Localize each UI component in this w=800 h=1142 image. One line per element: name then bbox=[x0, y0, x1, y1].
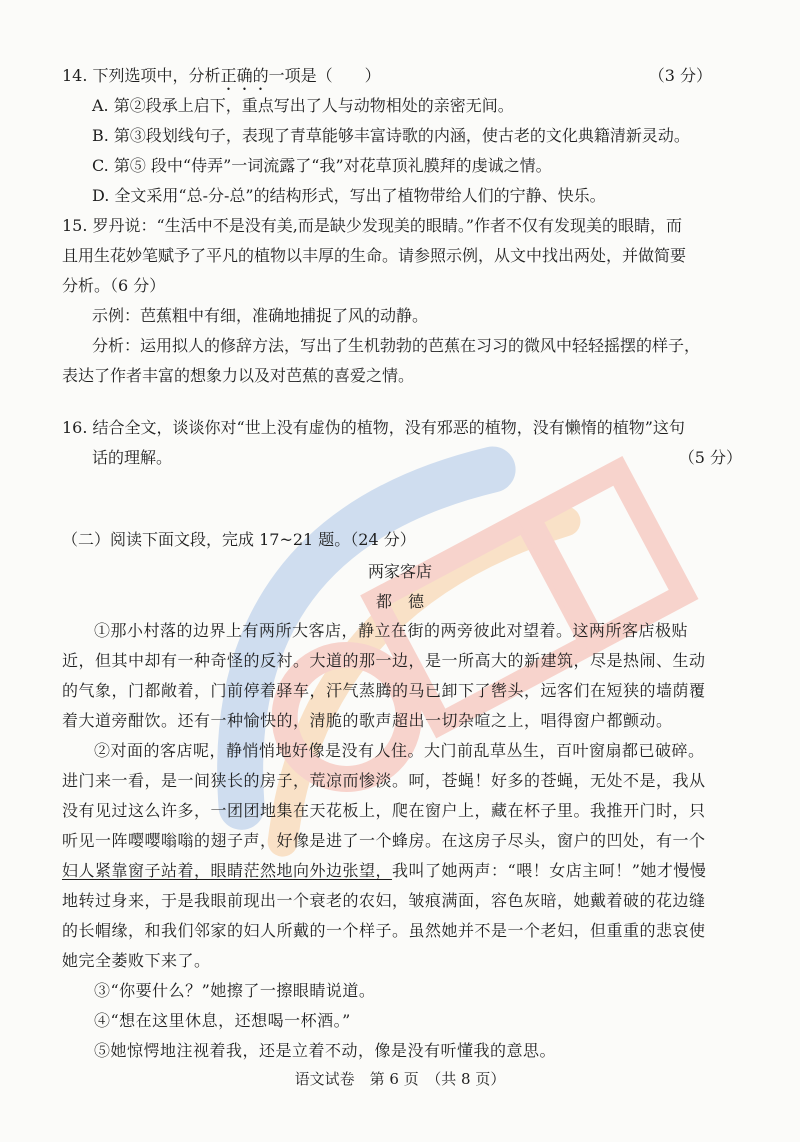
q16-number: 16. bbox=[62, 418, 88, 437]
q14-stem-c: 一项是（ ） bbox=[268, 66, 381, 85]
q14-option-d: D. 全文采用“总-分-总”的结构形式，写出了植物带给人们的宁静、快乐。 bbox=[92, 186, 606, 205]
q15-line-3: 分析。（6 分） bbox=[62, 276, 166, 295]
article-para-2 bbox=[62, 736, 712, 976]
q15-line-2: 且用生花妙笔赋予了平凡的植物以丰厚的生命。请参照示例，从文中找出两处，并做简要 bbox=[62, 246, 687, 265]
q16-line-1 bbox=[62, 418, 712, 438]
article-author: 都 德 bbox=[375, 592, 424, 611]
article-para-5: ⑤她惊愕地注视着我，还是立着不动，像是没有听懂我的意思。 bbox=[94, 1041, 557, 1060]
para2-part-a: ②对面的客店呢，静悄悄地好像是没有人住。大门前乱草丛生，百叶窗扇都已破碎。进门来一看，是一间狭长的房子，荒凉而惨淡。呵，苍蝇！好多的苍蝇，无处不是，我从没有见过这么许多，一团团地集在天花板上，爬在窗户上，藏在杯子里。我推开门时，只听见一阵嘤嘤嗡嗡的翅子声，好像是进了一个蜂房。在这房子尽头，窗户的凹处，有一个 bbox=[62, 741, 706, 850]
q15-line-1 bbox=[62, 216, 712, 236]
q16-line-2 bbox=[92, 448, 742, 468]
q15-analysis-2: 表达了作者丰富的想象力以及对芭蕉的喜爱之情。 bbox=[62, 366, 415, 385]
para2-underlined-sentence: 妇人紧靠窗子站着，眼睛茫然地向外边张望， bbox=[62, 861, 393, 880]
q14-stem-a: 下列选项中，分析 bbox=[92, 66, 221, 85]
article-body bbox=[62, 616, 712, 1066]
q16-text-2: 话的理解。 bbox=[92, 448, 173, 467]
q15-number: 15. bbox=[62, 216, 88, 235]
q14-option-b: B. 第③段划线句子，表现了青草能够丰富诗歌的内涵，使古老的文化典籍清新灵动。 bbox=[92, 126, 690, 145]
q14-option-c: C. 第⑤ 段中“侍弄”一词流露了“我”对花草顶礼膜拜的虔诚之情。 bbox=[92, 156, 552, 175]
q14-number: 14. bbox=[62, 66, 88, 85]
q14-stem-emphasis: 正确的 bbox=[220, 66, 269, 85]
q14-score: （3 分） bbox=[648, 66, 712, 85]
page-footer: 语文试卷 第 6 页 （共 8 页） bbox=[294, 1070, 506, 1088]
article-para-3: ③“你要什么？”她擦了一擦眼睛说道。 bbox=[94, 981, 376, 1000]
para2-part-b: 我叫了她两声：“喂！女店主呵！”她才慢慢地转过身来，于是我眼前现出一个衰老的农妇，皱痕满面，容色灰暗，她戴着破的花边缝的长帽缘，和我们邻家的妇人所戴的一个样子。虽然她并不是一个老妇，但重重的悲哀使她完全萎败下来了。 bbox=[62, 861, 707, 970]
article-title: 两家客店 bbox=[367, 562, 432, 581]
article-para-1: ①那小村落的边界上有两所大客店，静立在街的两旁彼此对望着。这两所客店极贴近，但其中却有一种奇怪的反衬。大道的那一边，是一所高大的新建筑，尽是热闹、生动的气象，门都敞着，门前停着驿车，汗气蒸腾的马已卸下了辔头，远客们在短狭的墙荫覆着大道旁酣饮。还有一种愉快的，清脆的歌声超出一切杂喧之上，唱得窗户都颤动。 bbox=[62, 621, 706, 730]
article-para-4: ④“想在这里休息，还想喝一杯酒。” bbox=[94, 1011, 351, 1030]
q15-text-1: 罗丹说：“生活中不是没有美,而是缺少发现美的眼睛。”作者不仅有发现美的眼睛，而 bbox=[92, 216, 682, 235]
q16-score: （5 分） bbox=[678, 448, 742, 467]
q14-stem bbox=[62, 66, 712, 94]
q15-example: 示例：芭蕉粗中有细，准确地捕捉了风的动静。 bbox=[92, 306, 429, 325]
q15-analysis-1: 分析：运用拟人的修辞方法，写出了生机勃勃的芭蕉在习习的微风中轻轻摇摆的样子， bbox=[92, 336, 701, 355]
q14-option-a: A. 第②段承上启下，重点写出了人与动物相处的亲密无间。 bbox=[92, 96, 514, 115]
section2-heading: （二）阅读下面文段，完成 17~21 题。（24 分） bbox=[62, 530, 416, 549]
q16-text-1: 结合全文，谈谈你对“世上没有虚伪的植物，没有邪恶的植物，没有懒惰的植物”这句 bbox=[92, 418, 685, 437]
